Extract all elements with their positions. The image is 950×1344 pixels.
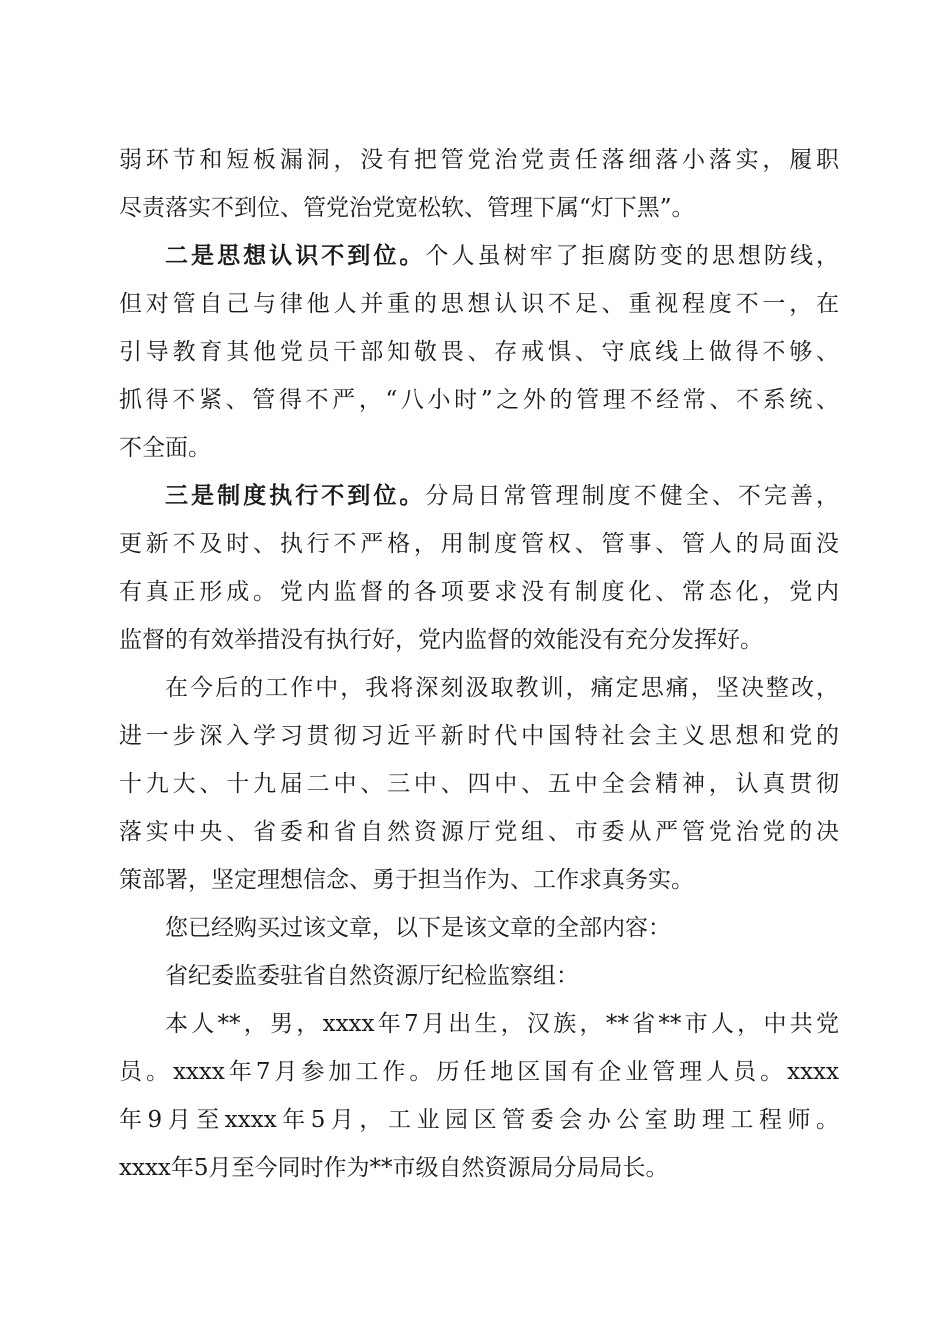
text-line: 但对管自己与律他人并重的思想认识不足、重视程度不一，在	[119, 291, 839, 317]
text-run: 分局日常管理制度不健全、不完善，	[425, 483, 839, 509]
text-line: 您已经购买过该文章，以下是该文章的全部内容：	[165, 915, 671, 941]
section-heading-system: 三是制度执行不到位。	[165, 482, 426, 509]
paragraph-4	[119, 664, 839, 904]
section-heading-ideological: 二是思想认识不到位。	[165, 242, 426, 269]
text-line: 十九大、十九届二中、三中、四中、五中全会精神，认真贯彻	[119, 771, 839, 797]
text-line: 不全面。	[119, 435, 211, 461]
text-line: 策部署，坚定理想信念、勇于担当作为、工作求真务实。	[119, 867, 694, 893]
text-run: 个人虽树牢了拒腐防变的思想防线，	[425, 243, 839, 269]
document-body	[119, 136, 839, 1192]
text-line: 更新不及时、执行不严格，用制度管权、管事、管人的局面没	[119, 531, 839, 557]
text-line: 在今后的工作中，我将深刻汲取教训，痛定思痛，坚决整改，	[165, 675, 839, 701]
text-line: 有真正形成。党内监督的各项要求没有制度化、常态化，党内	[119, 579, 839, 605]
paragraph-6	[119, 952, 839, 1000]
text-line: 本人**，男，xxxx年7月出生，汉族，**省**市人，中共党	[165, 1011, 839, 1037]
text-line: 落实中央、省委和省自然资源厅党组、市委从严管党治党的决	[119, 819, 839, 845]
text-line: 引导教育其他党员干部知敬畏、存戒惧、守底线上做得不够、	[119, 339, 839, 365]
text-line: 监督的有效举措没有执行好，党内监督的效能没有充分发挥好。	[119, 627, 763, 653]
text-line: 进一步深入学习贯彻习近平新时代中国特社会主义思想和党的	[119, 723, 839, 749]
paragraph-2	[119, 232, 839, 472]
text-line: 抓得不紧、管得不严，“八小时”之外的管理不经常、不系统、	[119, 387, 839, 413]
text-line	[119, 472, 839, 520]
text-line: xxxx年5月至今同时作为**市级自然资源局分局局长。	[119, 1155, 669, 1181]
paragraph-1	[119, 136, 839, 232]
paragraph-5	[119, 904, 839, 952]
text-line: 员。xxxx年7月参加工作。历任地区国有企业管理人员。xxxx	[119, 1059, 839, 1085]
text-line	[119, 232, 839, 280]
text-line: 尽责落实不到位、管党治党宽松软、管理下属“灯下黑”。	[119, 195, 695, 221]
text-line: 省纪委监委驻省自然资源厅纪检监察组：	[165, 963, 579, 989]
paragraph-7	[119, 1000, 839, 1192]
text-line: 年9月至xxxx年5月，工业园区管委会办公室助理工程师。	[119, 1107, 839, 1133]
text-line: 弱环节和短板漏洞，没有把管党治党责任落细落小落实，履职	[119, 147, 839, 173]
paragraph-3	[119, 472, 839, 664]
